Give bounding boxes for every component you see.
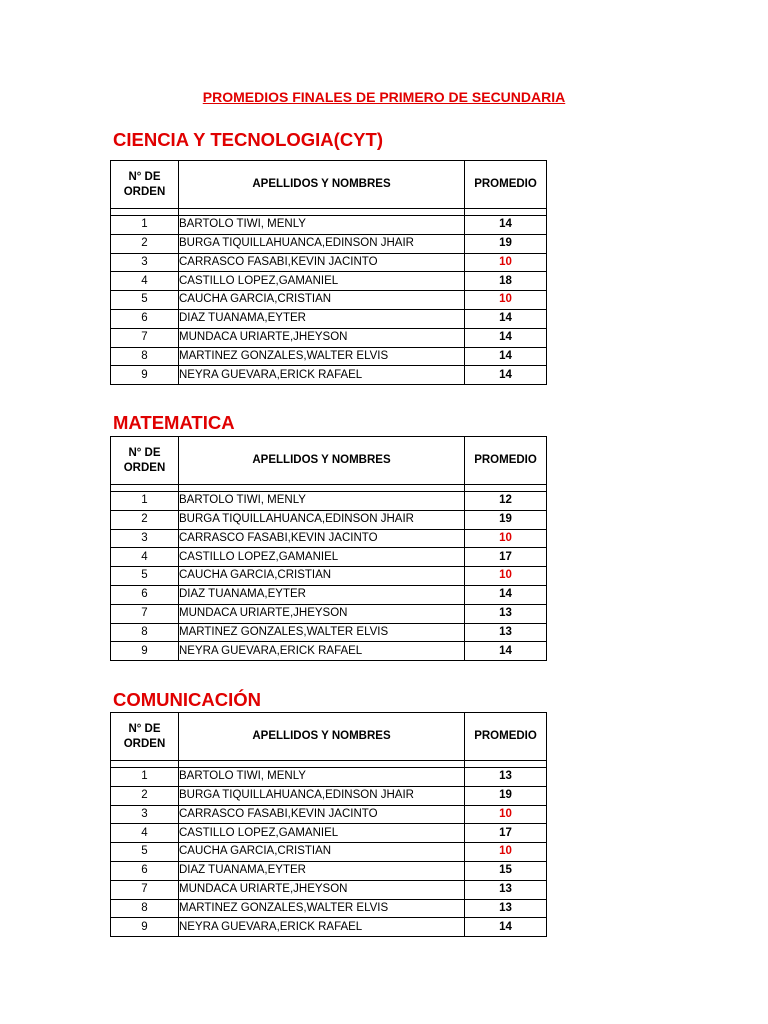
average-cell: 10 bbox=[465, 291, 547, 310]
average-cell: 13 bbox=[465, 899, 547, 918]
name-cell: CAUCHA GARCIA,CRISTIAN bbox=[179, 843, 465, 862]
order-cell: 8 bbox=[111, 623, 179, 642]
order-cell: 5 bbox=[111, 291, 179, 310]
table-row bbox=[111, 918, 547, 937]
spacer-cell bbox=[111, 485, 179, 492]
table-row bbox=[111, 623, 547, 642]
order-cell: 4 bbox=[111, 548, 179, 567]
order-cell: 4 bbox=[111, 272, 179, 291]
table-row bbox=[111, 861, 547, 880]
header-average: PROMEDIO bbox=[465, 437, 547, 485]
table-row bbox=[111, 786, 547, 805]
table-row bbox=[111, 567, 547, 586]
name-cell: CARRASCO FASABI,KEVIN JACINTO bbox=[179, 529, 465, 548]
order-cell: 1 bbox=[111, 216, 179, 235]
average-cell: 14 bbox=[465, 918, 547, 937]
average-cell: 13 bbox=[465, 768, 547, 787]
average-cell: 13 bbox=[465, 604, 547, 623]
order-cell: 1 bbox=[111, 492, 179, 511]
header-spacer-row bbox=[111, 761, 547, 768]
name-cell: MUNDACA URIARTE,JHEYSON bbox=[179, 328, 465, 347]
name-cell: DIAZ TUANAMA,EYTER bbox=[179, 585, 465, 604]
average-cell: 19 bbox=[465, 786, 547, 805]
order-cell: 8 bbox=[111, 899, 179, 918]
table-row bbox=[111, 216, 547, 235]
table-row bbox=[111, 347, 547, 366]
order-cell: 2 bbox=[111, 234, 179, 253]
header-names: APELLIDOS Y NOMBRES bbox=[179, 437, 465, 485]
average-cell: 10 bbox=[465, 253, 547, 272]
average-cell: 12 bbox=[465, 492, 547, 511]
order-cell: 6 bbox=[111, 585, 179, 604]
section-title-cyt: CIENCIA Y TECNOLOGIA(CYT) bbox=[113, 129, 383, 150]
average-cell: 15 bbox=[465, 861, 547, 880]
page-title: PROMEDIOS FINALES DE PRIMERO DE SECUNDARIA bbox=[202, 89, 566, 105]
average-cell: 14 bbox=[465, 366, 547, 385]
order-cell: 3 bbox=[111, 805, 179, 824]
name-cell: MARTINEZ GONZALES,WALTER ELVIS bbox=[179, 899, 465, 918]
section-title-matematica: MATEMATICA bbox=[113, 412, 235, 433]
spacer-cell bbox=[111, 761, 179, 768]
order-cell: 8 bbox=[111, 347, 179, 366]
header-names: APELLIDOS Y NOMBRES bbox=[179, 713, 465, 761]
name-cell: MUNDACA URIARTE,JHEYSON bbox=[179, 604, 465, 623]
average-cell: 19 bbox=[465, 510, 547, 529]
order-cell: 7 bbox=[111, 328, 179, 347]
name-cell: NEYRA GUEVARA,ERICK RAFAEL bbox=[179, 918, 465, 937]
header-spacer-row bbox=[111, 485, 547, 492]
name-cell: BARTOLO TIWI, MENLY bbox=[179, 492, 465, 511]
table-row bbox=[111, 291, 547, 310]
header-spacer-row bbox=[111, 209, 547, 216]
grades-table-cyt bbox=[110, 160, 547, 385]
spacer-cell bbox=[179, 761, 465, 768]
order-cell: 7 bbox=[111, 604, 179, 623]
name-cell: CASTILLO LOPEZ,GAMANIEL bbox=[179, 272, 465, 291]
name-cell: CARRASCO FASABI,KEVIN JACINTO bbox=[179, 805, 465, 824]
spacer-cell bbox=[465, 209, 547, 216]
order-cell: 6 bbox=[111, 309, 179, 328]
order-cell: 9 bbox=[111, 918, 179, 937]
average-cell: 10 bbox=[465, 843, 547, 862]
table-row bbox=[111, 604, 547, 623]
table-header-row bbox=[111, 437, 547, 485]
section-title-comunicacion: COMUNICACIÓN bbox=[113, 689, 261, 710]
header-average: PROMEDIO bbox=[465, 161, 547, 209]
order-cell: 2 bbox=[111, 786, 179, 805]
spacer-cell bbox=[179, 485, 465, 492]
table-row bbox=[111, 510, 547, 529]
table-row bbox=[111, 492, 547, 511]
spacer-cell bbox=[179, 209, 465, 216]
table-header-row bbox=[111, 713, 547, 761]
table-row bbox=[111, 272, 547, 291]
order-cell: 3 bbox=[111, 253, 179, 272]
table-row bbox=[111, 585, 547, 604]
table-row bbox=[111, 642, 547, 661]
average-cell: 19 bbox=[465, 234, 547, 253]
table-row bbox=[111, 824, 547, 843]
table-row bbox=[111, 843, 547, 862]
name-cell: BURGA TIQUILLAHUANCA,EDINSON JHAIR bbox=[179, 786, 465, 805]
name-cell: NEYRA GUEVARA,ERICK RAFAEL bbox=[179, 366, 465, 385]
average-cell: 10 bbox=[465, 805, 547, 824]
order-cell: 2 bbox=[111, 510, 179, 529]
order-cell: 5 bbox=[111, 843, 179, 862]
order-cell: 4 bbox=[111, 824, 179, 843]
order-cell: 5 bbox=[111, 567, 179, 586]
name-cell: BARTOLO TIWI, MENLY bbox=[179, 768, 465, 787]
name-cell: CAUCHA GARCIA,CRISTIAN bbox=[179, 567, 465, 586]
table-row bbox=[111, 768, 547, 787]
name-cell: MUNDACA URIARTE,JHEYSON bbox=[179, 880, 465, 899]
name-cell: DIAZ TUANAMA,EYTER bbox=[179, 861, 465, 880]
order-cell: 9 bbox=[111, 642, 179, 661]
average-cell: 14 bbox=[465, 585, 547, 604]
order-cell: 3 bbox=[111, 529, 179, 548]
table-row bbox=[111, 328, 547, 347]
average-cell: 17 bbox=[465, 824, 547, 843]
table-row bbox=[111, 253, 547, 272]
average-cell: 13 bbox=[465, 623, 547, 642]
order-cell: 9 bbox=[111, 366, 179, 385]
name-cell: DIAZ TUANAMA,EYTER bbox=[179, 309, 465, 328]
average-cell: 14 bbox=[465, 309, 547, 328]
table-row bbox=[111, 899, 547, 918]
name-cell: BARTOLO TIWI, MENLY bbox=[179, 216, 465, 235]
table-row bbox=[111, 309, 547, 328]
spacer-cell bbox=[465, 761, 547, 768]
average-cell: 17 bbox=[465, 548, 547, 567]
spacer-cell bbox=[111, 209, 179, 216]
name-cell: NEYRA GUEVARA,ERICK RAFAEL bbox=[179, 642, 465, 661]
average-cell: 14 bbox=[465, 347, 547, 366]
order-cell: 7 bbox=[111, 880, 179, 899]
header-average: PROMEDIO bbox=[465, 713, 547, 761]
average-cell: 14 bbox=[465, 642, 547, 661]
average-cell: 13 bbox=[465, 880, 547, 899]
order-cell: 1 bbox=[111, 768, 179, 787]
header-order: N° DE ORDEN bbox=[111, 437, 179, 485]
grades-table-comunicacion bbox=[110, 712, 547, 937]
average-cell: 10 bbox=[465, 567, 547, 586]
name-cell: BURGA TIQUILLAHUANCA,EDINSON JHAIR bbox=[179, 234, 465, 253]
name-cell: BURGA TIQUILLAHUANCA,EDINSON JHAIR bbox=[179, 510, 465, 529]
name-cell: MARTINEZ GONZALES,WALTER ELVIS bbox=[179, 347, 465, 366]
table-row bbox=[111, 805, 547, 824]
table-header-row bbox=[111, 161, 547, 209]
average-cell: 10 bbox=[465, 529, 547, 548]
average-cell: 14 bbox=[465, 216, 547, 235]
header-order: N° DE ORDEN bbox=[111, 161, 179, 209]
table-row bbox=[111, 529, 547, 548]
name-cell: CARRASCO FASABI,KEVIN JACINTO bbox=[179, 253, 465, 272]
header-names: APELLIDOS Y NOMBRES bbox=[179, 161, 465, 209]
average-cell: 14 bbox=[465, 328, 547, 347]
name-cell: CAUCHA GARCIA,CRISTIAN bbox=[179, 291, 465, 310]
order-cell: 6 bbox=[111, 861, 179, 880]
table-row bbox=[111, 880, 547, 899]
header-order: N° DE ORDEN bbox=[111, 713, 179, 761]
table-row bbox=[111, 366, 547, 385]
name-cell: CASTILLO LOPEZ,GAMANIEL bbox=[179, 824, 465, 843]
grades-table-matematica bbox=[110, 436, 547, 661]
average-cell: 18 bbox=[465, 272, 547, 291]
spacer-cell bbox=[465, 485, 547, 492]
name-cell: CASTILLO LOPEZ,GAMANIEL bbox=[179, 548, 465, 567]
name-cell: MARTINEZ GONZALES,WALTER ELVIS bbox=[179, 623, 465, 642]
table-row bbox=[111, 234, 547, 253]
table-row bbox=[111, 548, 547, 567]
